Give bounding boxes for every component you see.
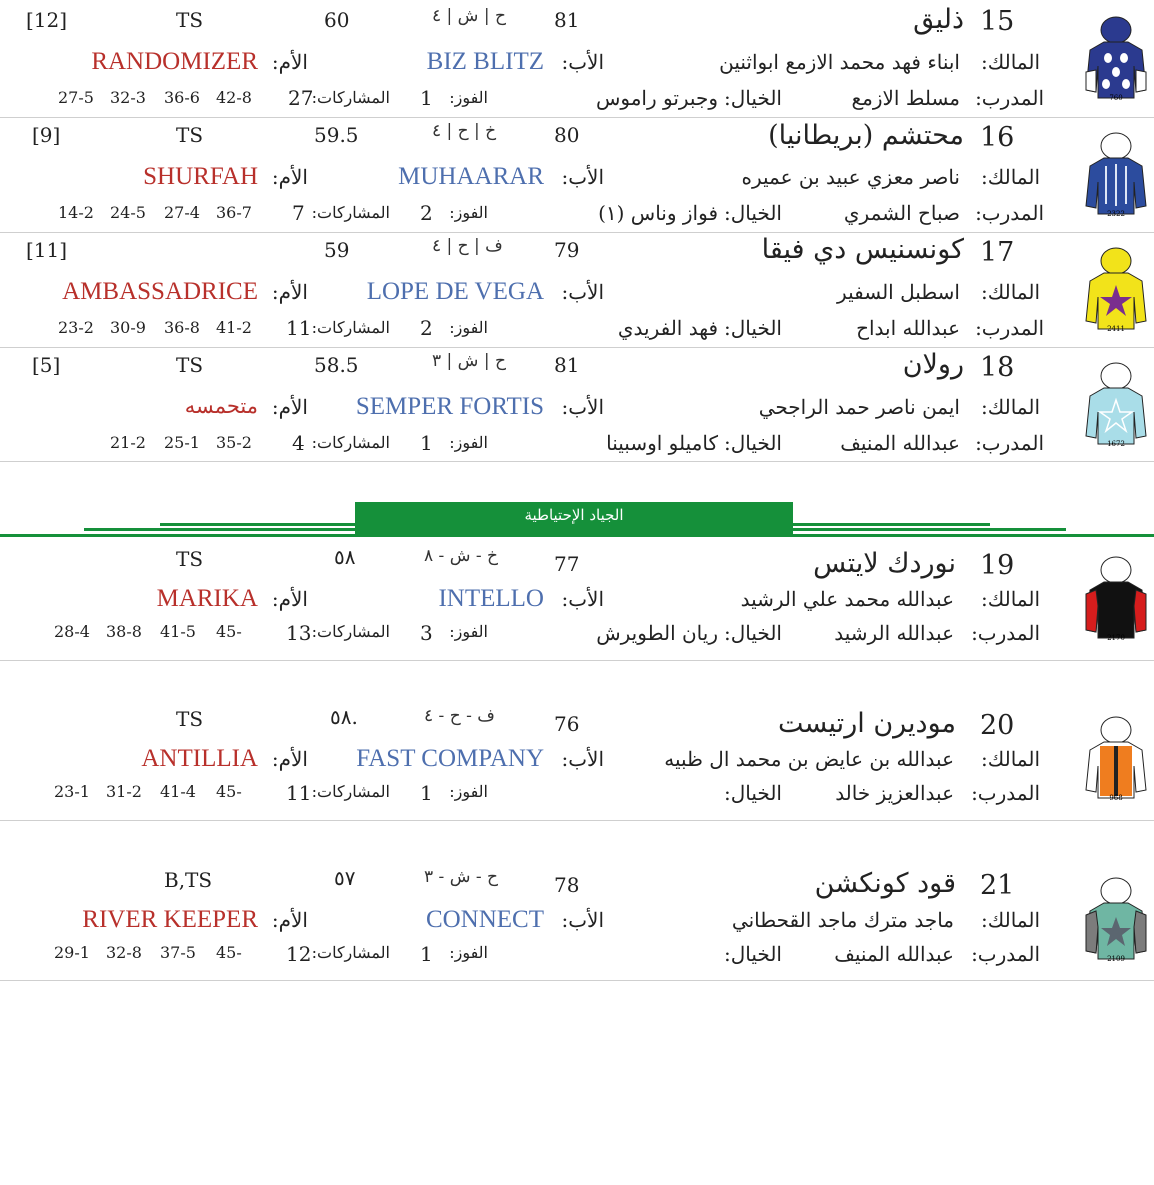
wins: 2: [420, 201, 433, 225]
owner: ابناء فهد محمد الازمع ابواثنين: [719, 50, 960, 74]
jockey: فهد الفريدي: [617, 316, 718, 340]
owner: عبدالله محمد علي الرشيد: [740, 587, 954, 611]
equipment: B,TS: [164, 868, 213, 892]
jockey-silk-icon: [1082, 360, 1150, 448]
equipment: TS: [176, 707, 204, 731]
runner-number: 19: [980, 550, 1015, 581]
row-divider: [0, 461, 1154, 462]
jockey-label: الخيال:: [724, 86, 782, 110]
sire-label: الأب:: [561, 908, 604, 932]
form-entry: 28-4: [54, 622, 90, 641]
svg-text:2411: 2411: [1107, 325, 1125, 333]
horse-name: كونسنيس دي فيقا: [761, 234, 964, 265]
horse-name: نوردك لايتس: [813, 548, 956, 579]
starts: 7: [292, 201, 305, 225]
sire: LOPE DE VEGA: [366, 278, 544, 305]
runner-number: 18: [980, 352, 1015, 383]
age-sex-color: ح | ش | ٤: [432, 6, 506, 26]
runner-number: 21: [980, 870, 1015, 901]
form-entry: 23-2: [58, 318, 94, 337]
owner-label: المالك:: [981, 587, 1040, 611]
trainer: عبدالله الرشيد: [834, 621, 954, 645]
rating: 79: [554, 238, 580, 262]
sire-label: الأب:: [561, 165, 604, 189]
form-entry: 27-5: [58, 88, 94, 107]
starts: 11: [286, 781, 312, 805]
wins-label: الفوز:: [449, 203, 488, 222]
form-entry: 32-8: [106, 943, 142, 962]
rating: 77: [554, 552, 580, 576]
equipment: TS: [176, 8, 204, 32]
starts-label: المشاركات:: [311, 88, 390, 107]
row-divider: [0, 820, 1154, 821]
dam: MARIKA: [156, 585, 258, 612]
form-entry: 29-1: [54, 943, 90, 962]
starts: 12: [286, 942, 312, 966]
wins: 1: [420, 781, 433, 805]
runner-number: 20: [980, 710, 1015, 741]
dam-label: الأم:: [271, 747, 308, 771]
jockey-label: الخيال:: [724, 316, 782, 340]
form-entry: 41-2: [216, 318, 252, 337]
reserve-section-header: الجياد الإحتياطية: [355, 502, 793, 536]
starts-label: المشاركات:: [311, 622, 390, 641]
dam-label: الأم:: [271, 50, 308, 74]
sire: MUHAARAR: [398, 163, 544, 190]
trainer: عبدالله المنيف: [834, 942, 954, 966]
form-entry: 36-8: [164, 318, 200, 337]
weight: ٥٨.: [330, 705, 358, 729]
weight: ٥٨: [334, 545, 356, 569]
trainer-label: المدرب:: [971, 621, 1040, 645]
row-divider: [0, 980, 1154, 981]
owner: ماجد مترك ماجد القحطاني: [731, 908, 954, 932]
sire: SEMPER FORTIS: [355, 393, 544, 420]
weight: 58.5: [314, 353, 359, 377]
trainer-label: المدرب:: [971, 781, 1040, 805]
sire-label: الأب:: [561, 395, 604, 419]
form-entry: 35-2: [216, 433, 252, 452]
dam-label: الأم:: [271, 280, 308, 304]
weight: 59: [324, 238, 350, 262]
svg-text:760: 760: [1109, 94, 1123, 102]
form-entry: 31-2: [106, 782, 142, 801]
trainer-label: المدرب:: [975, 86, 1044, 110]
trainer: عبدالله المنيف: [840, 431, 960, 455]
form-entry: 32-3: [110, 88, 146, 107]
wins-label: الفوز:: [449, 943, 488, 962]
runner-number: 16: [980, 122, 1015, 153]
form-entry: 37-5: [160, 943, 196, 962]
wins-label: الفوز:: [449, 433, 488, 452]
svg-text:1672: 1672: [1107, 440, 1125, 448]
sire-label: الأب:: [561, 280, 604, 304]
wins: 1: [420, 431, 433, 455]
draw: [9]: [32, 123, 61, 147]
wins: 1: [420, 942, 433, 966]
dam-label: الأم:: [271, 587, 308, 611]
form-entry: 45-: [216, 622, 242, 641]
wins: 1: [420, 86, 433, 110]
weight: 59.5: [314, 123, 359, 147]
svg-text:2170: 2170: [1107, 634, 1125, 642]
trainer-label: المدرب:: [971, 942, 1040, 966]
dam: RANDOMIZER: [91, 48, 258, 75]
trainer-label: المدرب:: [975, 201, 1044, 225]
wins: 2: [420, 316, 433, 340]
jockey: وجبرتو راموس: [595, 86, 718, 110]
form-entry: 41-5: [160, 622, 196, 641]
dam: RIVER KEEPER: [82, 906, 258, 933]
starts-label: المشاركات:: [311, 203, 390, 222]
jockey: كاميلو اوسبينا: [606, 431, 718, 455]
form-entry: 25-1: [164, 433, 200, 452]
starts: 13: [286, 621, 312, 645]
wins: 3: [420, 621, 433, 645]
jockey-silk-icon: [1082, 554, 1150, 642]
starts-label: المشاركات:: [311, 943, 390, 962]
draw: [11]: [26, 238, 68, 262]
owner: ايمن ناصر حمد الراجحي: [758, 395, 960, 419]
dam-label: الأم:: [271, 165, 308, 189]
jockey-label: الخيال:: [724, 431, 782, 455]
runner-number: 17: [980, 237, 1015, 268]
jockey-silk-icon: [1082, 245, 1150, 333]
age-sex-color: ح | ش | ٣: [432, 351, 506, 371]
svg-text:968: 968: [1109, 794, 1123, 802]
starts: 11: [286, 316, 312, 340]
jockey-label: الخيال:: [724, 201, 782, 225]
horse-name: محتشم (بريطانيا): [768, 120, 964, 151]
sire-label: الأب:: [561, 587, 604, 611]
starts: 4: [292, 431, 305, 455]
jockey-label: الخيال:: [724, 621, 782, 645]
sire-label: الأب:: [561, 50, 604, 74]
trainer: عبدالعزيز خالد: [835, 781, 954, 805]
row-divider: [0, 232, 1154, 233]
equipment: TS: [176, 123, 204, 147]
starts-label: المشاركات:: [311, 433, 390, 452]
row-divider: [0, 660, 1154, 661]
owner-label: المالك:: [981, 280, 1040, 304]
rating: 76: [554, 712, 580, 736]
horse-name: موديرن ارتيست: [777, 708, 956, 739]
jockey-label: الخيال:: [724, 942, 782, 966]
rating: 81: [554, 8, 580, 32]
jockey-silk-icon: [1082, 875, 1150, 963]
form-entry: 38-8: [106, 622, 142, 641]
age-sex-color: خ - ش - ٨: [424, 546, 498, 566]
jockey-silk-icon: [1082, 14, 1150, 102]
horse-name: ذليق: [913, 4, 964, 35]
form-entry: 21-2: [110, 433, 146, 452]
rating: 80: [554, 123, 580, 147]
form-entry: 24-5: [110, 203, 146, 222]
wins-label: الفوز:: [449, 782, 488, 801]
dam: AMBASSADRICE: [62, 278, 258, 305]
form-entry: 36-6: [164, 88, 200, 107]
rating: 81: [554, 353, 580, 377]
trainer: مسلط الازمع: [851, 86, 960, 110]
owner-label: المالك:: [981, 50, 1040, 74]
row-divider: [0, 347, 1154, 348]
age-sex-color: خ | ح | ٤: [432, 121, 497, 141]
jockey: ريان الطويرش: [596, 621, 718, 645]
age-sex-color: ف - ح - ٤: [424, 706, 495, 726]
trainer: صباح الشمري: [843, 201, 960, 225]
sire-label: الأب:: [561, 747, 604, 771]
wins-label: الفوز:: [449, 622, 488, 641]
jockey: فواز وناس (١): [598, 201, 718, 225]
draw: [5]: [32, 353, 61, 377]
owner-label: المالك:: [981, 165, 1040, 189]
owner-label: المالك:: [981, 747, 1040, 771]
starts-label: المشاركات:: [311, 318, 390, 337]
jockey-label: الخيال:: [724, 781, 782, 805]
dam: ANTILLIA: [141, 745, 258, 772]
sire: INTELLO: [438, 585, 544, 612]
owner-label: المالك:: [981, 908, 1040, 932]
sire: BIZ BLITZ: [426, 48, 544, 75]
form-entry: 45-: [216, 943, 242, 962]
dam-label: الأم:: [271, 908, 308, 932]
owner: ناصر معزي عبيد بن عميره: [741, 165, 960, 189]
horse-name: قود كونكشن: [814, 868, 956, 899]
form-entry: 36-7: [216, 203, 252, 222]
starts: 27: [288, 86, 314, 110]
horse-name: رولان: [902, 349, 964, 380]
row-divider: [0, 117, 1154, 118]
age-sex-color: ح - ش - ٣: [424, 867, 498, 887]
svg-text:2109: 2109: [1107, 955, 1125, 963]
wins-label: الفوز:: [449, 318, 488, 337]
wins-label: الفوز:: [449, 88, 488, 107]
weight: 60: [324, 8, 350, 32]
equipment: TS: [176, 353, 204, 377]
form-entry: 23-1: [54, 782, 90, 801]
trainer-label: المدرب:: [975, 316, 1044, 340]
owner-label: المالك:: [981, 395, 1040, 419]
trainer-label: المدرب:: [975, 431, 1044, 455]
draw: [12]: [26, 8, 68, 32]
trainer: عبدالله ابداح: [856, 316, 960, 340]
age-sex-color: ف | ح | ٤: [432, 236, 503, 256]
runner-number: 15: [980, 6, 1015, 37]
form-entry: 42-8: [216, 88, 252, 107]
starts-label: المشاركات:: [311, 782, 390, 801]
form-entry: 45-: [216, 782, 242, 801]
svg-text:2322: 2322: [1107, 210, 1125, 218]
owner: اسطبل السفير: [837, 280, 960, 304]
dam: SHURFAH: [143, 163, 258, 190]
sire: CONNECT: [425, 906, 544, 933]
rating: 78: [554, 873, 580, 897]
form-entry: 41-4: [160, 782, 196, 801]
jockey-silk-icon: [1082, 714, 1150, 802]
sire: FAST COMPANY: [356, 745, 544, 772]
form-entry: 14-2: [58, 203, 94, 222]
weight: ٥٧: [334, 866, 356, 890]
dam: متحمسه: [184, 394, 258, 418]
form-entry: 30-9: [110, 318, 146, 337]
owner: عبدالله بن عايض بن محمد ال ظبيه: [664, 747, 954, 771]
form-entry: 27-4: [164, 203, 200, 222]
dam-label: الأم:: [271, 395, 308, 419]
jockey-silk-icon: [1082, 130, 1150, 218]
equipment: TS: [176, 547, 204, 571]
